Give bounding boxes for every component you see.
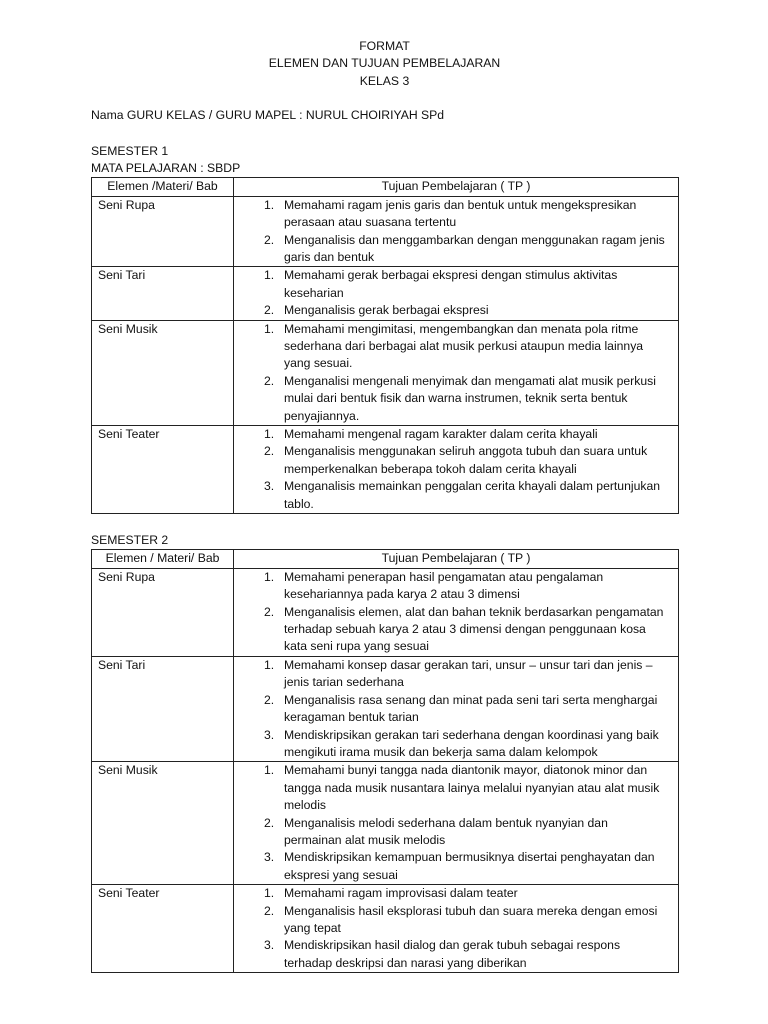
list-item: [240, 232, 672, 267]
goals-cell: [234, 762, 679, 885]
element-cell: Seni Rupa: [92, 196, 234, 267]
goal-text: Memahami mengenal ragam karakter dalam cerita khayali: [284, 427, 598, 442]
list-number: 3.: [264, 850, 275, 865]
list-number: 3.: [264, 938, 275, 953]
goals-list: [240, 197, 672, 267]
list-item: [240, 815, 672, 850]
list-number: 3.: [264, 479, 275, 494]
document-page: [91, 38, 678, 973]
list-item: [240, 426, 672, 443]
goals-list: [240, 569, 672, 656]
goals-cell: [234, 320, 679, 425]
column-header-goal: Tujuan Pembelajaran ( TP ): [234, 550, 679, 568]
list-number: 1.: [264, 268, 275, 283]
goals-list: [240, 426, 672, 513]
goals-cell: [234, 656, 679, 761]
semester-2-table-body: [92, 568, 679, 972]
goal-text: Memahami bunyi tangga nada diantonik mayor, diatonok minor dan tangga nada musik nusantara lainya melalui nyanyian atau alat musik melodis: [284, 763, 660, 813]
goal-text: Memahami penerapan hasil pengamatan atau pengalaman kesehariannya pada karya 2 atau 3 dimensi: [284, 569, 604, 602]
goal-text: Memahami konsep dasar gerakan tari, unsur – unsur tari dan jenis – jenis tarian sederhana: [284, 657, 653, 690]
column-header-element: Elemen / Materi/ Bab: [92, 550, 234, 568]
goal-text: Memahami ragam jenis garis dan bentuk untuk mengekspresikan perasaan atau suasana tertentu: [284, 197, 637, 230]
list-item: [240, 478, 672, 513]
goals-list: [240, 885, 672, 972]
goals-list: [240, 762, 672, 884]
table-row: [92, 885, 679, 973]
list-number: 1.: [264, 321, 275, 336]
goal-text: Menganalisis menggunakan seliruh anggota tubuh dan suara untuk memperkenalkan beberapa tokoh dalam cerita khayali: [284, 444, 648, 476]
list-number: 1.: [264, 763, 275, 778]
goal-text: Menganalisis rasa senang dan minat pada seni tari serta menghargai keragaman bentuk tarian: [284, 692, 658, 725]
list-item: [240, 727, 672, 762]
element-cell: Seni Musik: [92, 762, 234, 885]
list-item: [240, 604, 672, 656]
list-item: [240, 267, 672, 302]
semester-1-table-body: [92, 196, 679, 513]
element-cell: Seni Teater: [92, 885, 234, 973]
goal-text: Memahami mengimitasi, mengembangkan dan menata pola ritme sederhana dari berbagai alat musik perkusi ataupun media lainnya yang sesuai.: [284, 321, 644, 371]
semester-1-table: [91, 177, 679, 514]
list-number: 2.: [264, 903, 275, 918]
list-item: [240, 443, 672, 478]
list-item: [240, 657, 672, 692]
goals-cell: [234, 426, 679, 514]
list-item: [240, 937, 672, 972]
list-number: 1.: [264, 569, 275, 584]
semester-2-table: [91, 549, 679, 973]
teacher-name-line: Nama GURU KELAS / GURU MAPEL : NURUL CHOIRIYAH SPd: [91, 108, 445, 123]
goals-cell: [234, 196, 679, 267]
list-number: 1.: [264, 657, 275, 672]
list-item: [240, 321, 672, 373]
goals-list: [240, 657, 672, 761]
table-header-row: [92, 178, 679, 196]
list-item: [240, 373, 672, 425]
list-item: [240, 885, 672, 902]
element-cell: Seni Teater: [92, 426, 234, 514]
list-item: [240, 762, 672, 814]
element-cell: Seni Musik: [92, 320, 234, 425]
goals-list: [240, 267, 672, 319]
column-header-element: Elemen /Materi/ Bab: [92, 178, 234, 196]
list-item: [240, 692, 672, 727]
table-row: [92, 196, 679, 267]
table-row: [92, 762, 679, 885]
table-row: [92, 568, 679, 656]
list-number: 2.: [264, 692, 275, 707]
list-item: [240, 302, 672, 319]
doc-title-main: ELEMEN DAN TUJUAN PEMBELAJARAN: [268, 56, 501, 71]
list-number: 3.: [264, 727, 275, 742]
goal-text: Menganalisis gerak berbagai ekspresi: [284, 303, 489, 318]
list-number: 2.: [264, 604, 275, 619]
goal-text: Mendiskripsikan gerakan tari sederhana dengan koordinasi yang baik mengikuti irama musik dan bekerja sama dalam kelompok: [284, 727, 659, 759]
list-number: 2.: [264, 373, 275, 388]
element-cell: Seni Tari: [92, 656, 234, 761]
semester-2-title: SEMESTER 2: [91, 533, 169, 548]
goal-text: Menganalisis memainkan penggalan cerita khayali dalam pertunjukan tablo.: [284, 479, 661, 511]
list-item: [240, 569, 672, 604]
list-number: 1.: [264, 197, 275, 212]
subject-line: MATA PELAJARAN : SBDP: [91, 160, 241, 175]
goal-text: Menganalisis melodi sederhana dalam bentuk nyanyian dan permainan alat musik melodis: [284, 815, 608, 847]
list-number: 2.: [264, 303, 275, 318]
list-number: 1.: [264, 427, 275, 442]
element-cell: Seni Rupa: [92, 568, 234, 656]
goal-text: Mendiskripsikan hasil dialog dan gerak tubuh sebagai respons terhadap deskripsi dan narasi yang diberikan: [284, 938, 621, 970]
list-number: 2.: [264, 815, 275, 830]
goal-text: Mendiskripsikan kemampuan bermusiknya disertai penghayatan dan ekspresi yang sesuai: [284, 850, 655, 882]
list-item: [240, 903, 672, 938]
goal-text: Menganalisis dan menggambarkan dengan menggunakan ragam jenis garis dan bentuk: [284, 232, 665, 264]
list-item: [240, 849, 672, 884]
goals-cell: [234, 885, 679, 973]
table-row: [92, 656, 679, 761]
table-row: [92, 267, 679, 320]
table-row: [92, 320, 679, 425]
doc-title-class: KELAS 3: [359, 73, 410, 88]
goals-cell: [234, 568, 679, 656]
semester-1-title: SEMESTER 1: [91, 143, 169, 158]
goal-text: Memahami ragam improvisasi dalam teater: [284, 886, 518, 901]
goal-text: Menganalisis elemen, alat dan bahan teknik berdasarkan pengamatan terhadap sebuah karya 2 atau 3 dimensi dengan penggunaan kosa kata seni rupa yang sesuai: [284, 604, 664, 654]
column-header-goal: Tujuan Pembelajaran ( TP ): [234, 178, 679, 196]
goal-text: Menganalisi mengenali menyimak dan mengamati alat musik perkusi mulai dari bentuk fisik dan warna instrumen, teknik serta bentuk penyajiannya.: [284, 373, 656, 423]
list-number: 1.: [264, 886, 275, 901]
goals-list: [240, 321, 672, 425]
list-number: 2.: [264, 232, 275, 247]
goal-text: Memahami gerak berbagai ekspresi dengan stimulus aktivitas keseharian: [284, 268, 618, 300]
list-number: 2.: [264, 444, 275, 459]
doc-title-format: FORMAT: [359, 39, 410, 53]
goal-text: Menganalisis hasil eksplorasi tubuh dan suara mereka dengan emosi yang tepat: [284, 903, 658, 935]
table-header-row: [92, 550, 679, 568]
element-cell: Seni Tari: [92, 267, 234, 320]
goals-cell: [234, 267, 679, 320]
table-row: [92, 426, 679, 514]
list-item: [240, 197, 672, 232]
